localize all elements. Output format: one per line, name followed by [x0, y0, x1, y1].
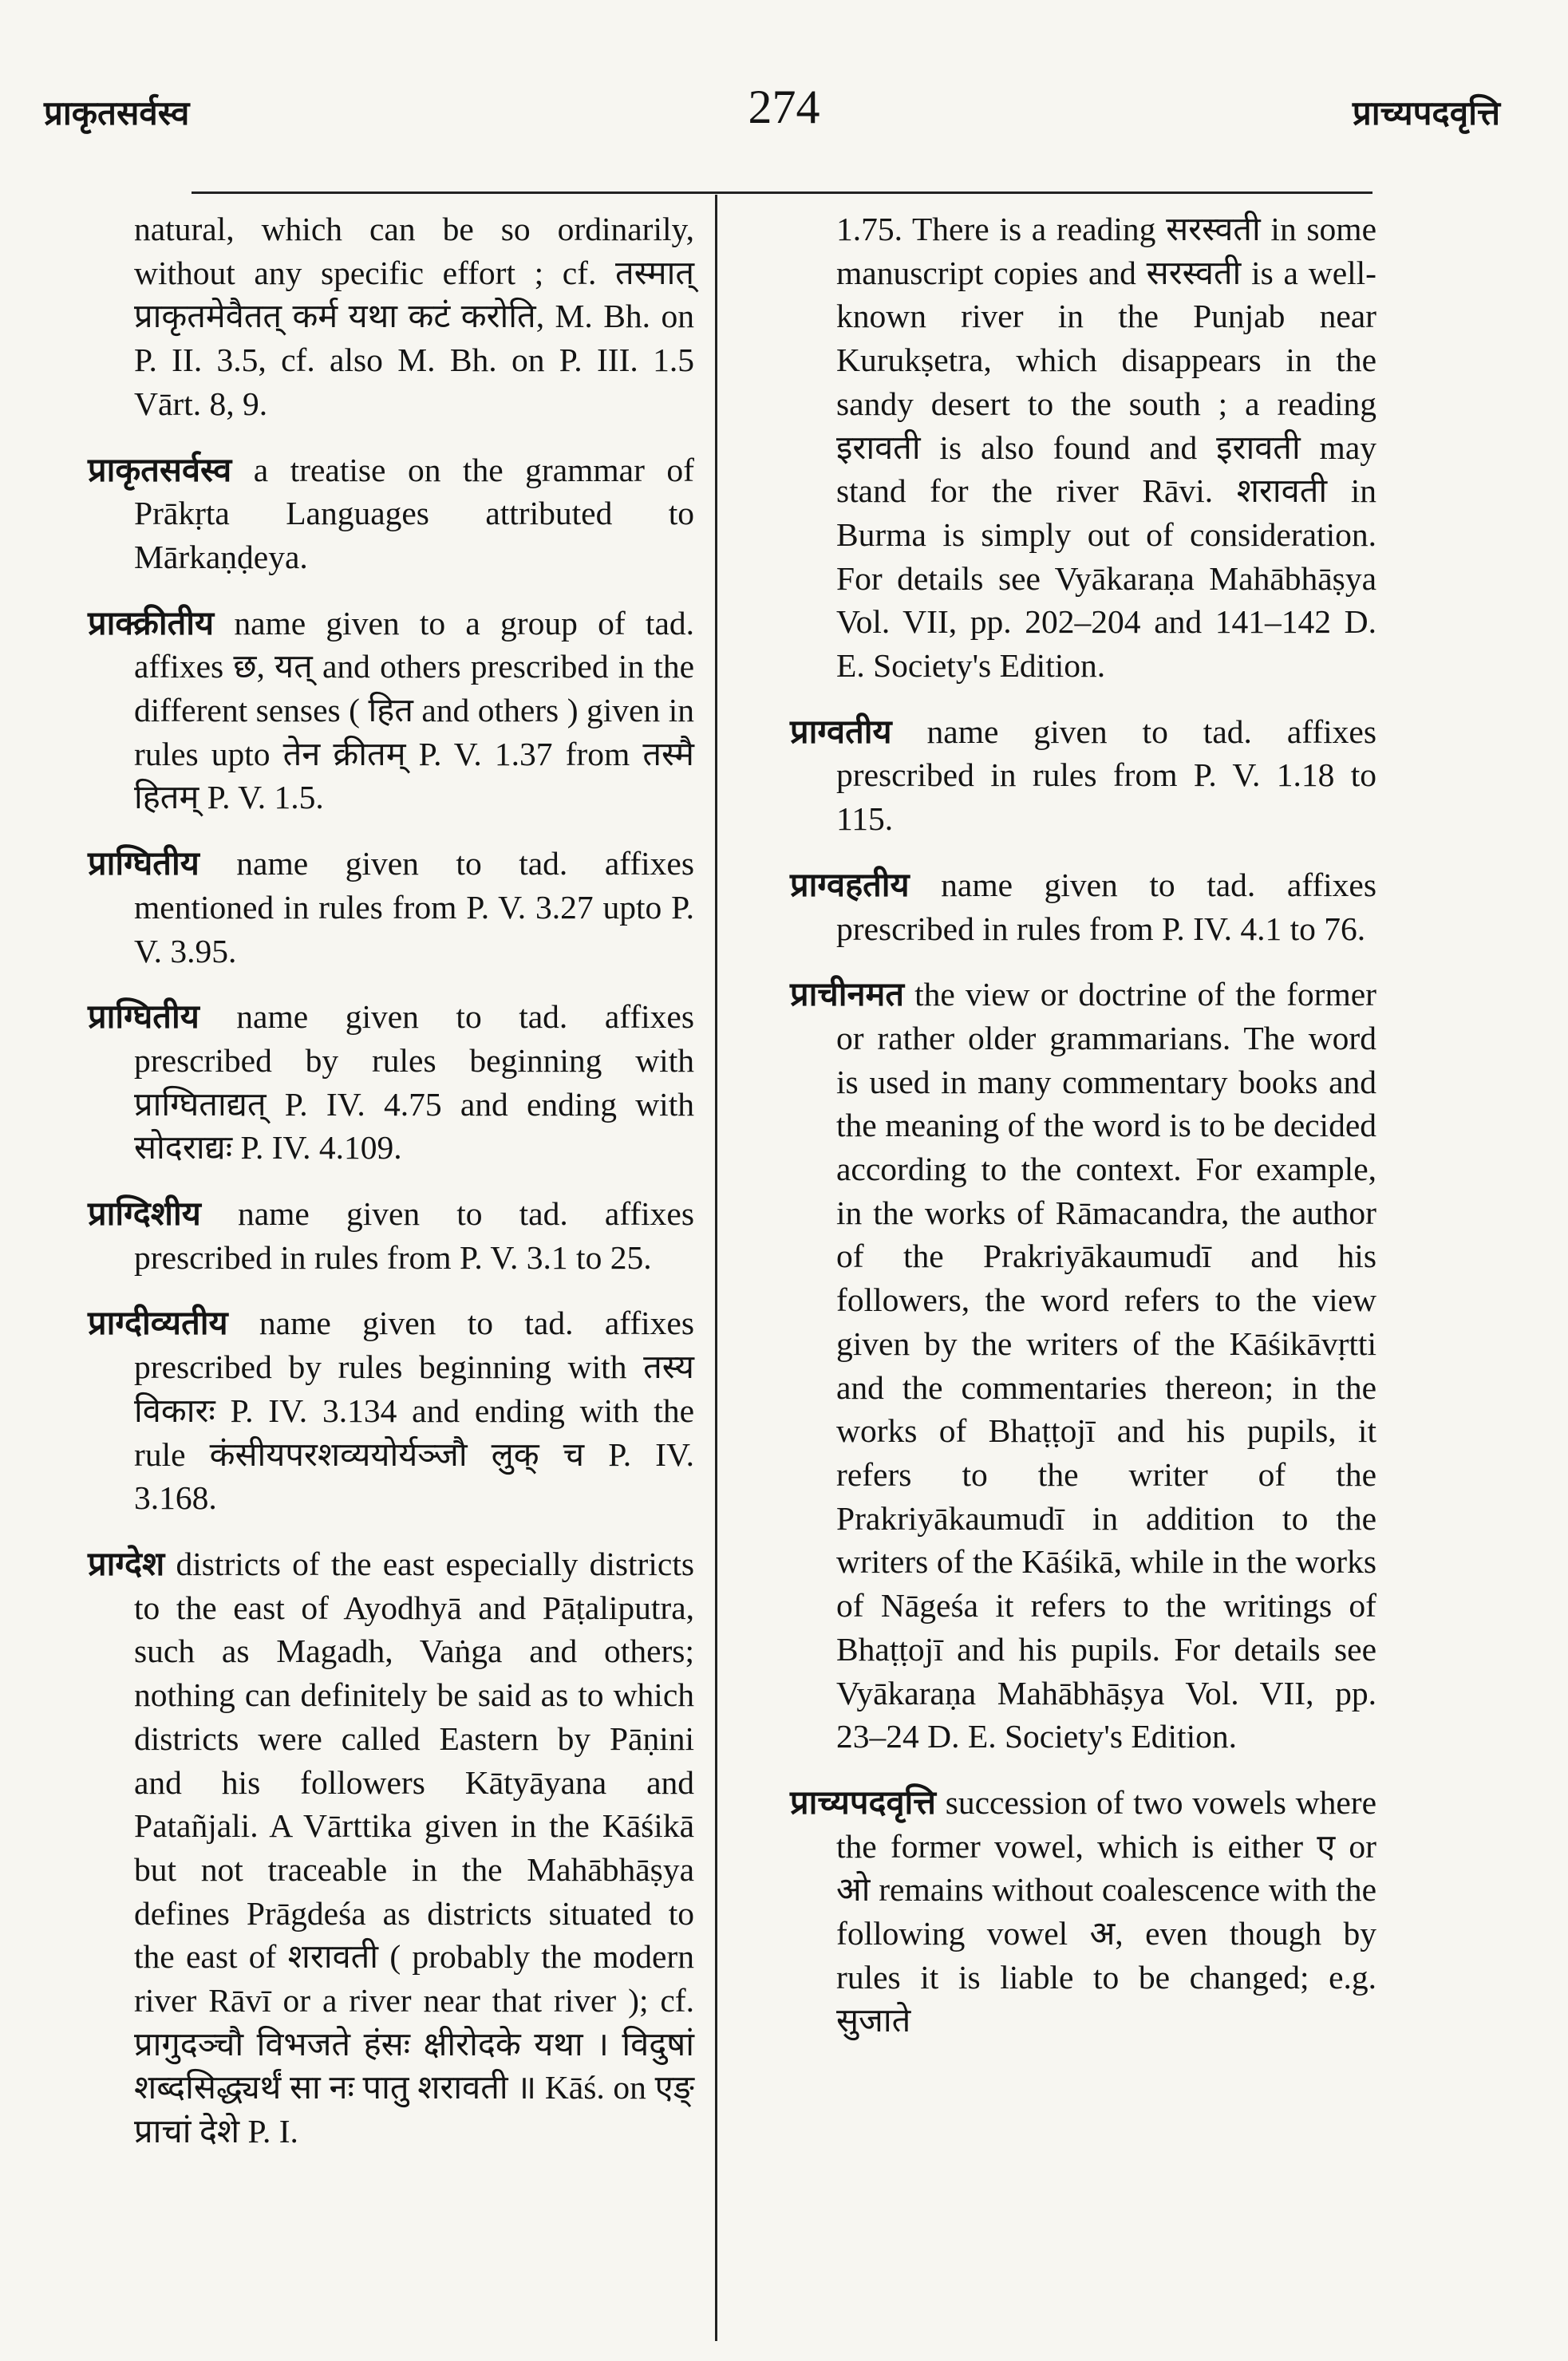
dictionary-entry: [790, 973, 1376, 1759]
entry-definition: name given to tad. affixes prescribed in rules from P. V. 3.1 to 25.: [134, 1195, 694, 1276]
entry-headword: प्राग्वतीय: [790, 711, 892, 751]
running-head-left: प्राकृतसर्वस्व: [44, 93, 190, 132]
entry-headword: प्राग्घितीय: [88, 997, 199, 1036]
entry-headword: प्राग्वहतीय: [790, 864, 910, 904]
entry-definition: name given to a group of tad. affixes छ, यत् and others prescribed in the different senses ( हित and others ) given in rules upto तेन क्रीतम् P. V. 1.37 from तस्मै हितम् P. V. 1.5.: [134, 604, 694, 816]
right-column: [790, 207, 1376, 2065]
entry-headword: प्राकृतसर्वस्व: [88, 449, 232, 489]
entry-headword: प्राक्क्रीतीय: [88, 602, 215, 642]
left-continuation: natural, which can be so ordinarily, without any specific effort ; cf. तस्मात् प्राकृतमेवैतत् कर्म यथा कटं करोति, M. Bh. on P. II. 3.5, cf. also M. Bh. on P. III. 1.5 Vārt. 8, 9.: [134, 211, 694, 422]
dictionary-entry: [790, 1781, 1376, 2043]
entry-headword: प्राग्देश: [88, 1543, 165, 1583]
dictionary-entry: [88, 995, 694, 1170]
dictionary-entry: [88, 842, 694, 973]
entry-definition: name given to tad. affixes prescribed in rules from P. IV. 4.1 to 76.: [836, 866, 1376, 947]
dictionary-entry: [88, 448, 694, 579]
entry-headword: प्राग्दिशीय: [88, 1194, 201, 1234]
entry-definition: name given to tad. affixes prescribed by rules beginning with प्राग्घिताद्यत् P. IV. 4.75 and ending with सोदराद्यः P. IV. 4.109.: [134, 998, 694, 1167]
entry-headword: प्राग्दीव्यतीय: [88, 1303, 228, 1343]
entry-definition: districts of the east especially districts to the east of Ayodhyā and Pāṭaliputra, such as Magadh, Vaṅga and others; nothing can definitely be said as to which districts were called Eastern by Pāṇini and his followers Kātyāyana and Patañjali. A Vārttika given in the Kāśikā but not traceable in the Mahābhāṣya defines Prāgdeśa as districts situated to the east of शरावती ( probably the modern river Rāvī or a river near that river ); cf. प्रागुदञ्चौ विभजते हंसः क्षीरोदके यथा । विदुषां शब्दसिद्ध्यर्थं सा नः पातु शरावती ॥ Kāś. on एङ् प्राचां देशे P. I.: [134, 1545, 694, 2150]
running-head-right: प्राच्यपदवृत्ति: [1352, 93, 1500, 132]
page-number: 274: [748, 81, 820, 133]
dictionary-entry: [88, 1192, 694, 1279]
dictionary-entry: [88, 1542, 694, 2154]
entry-headword: प्राच्यपदवृत्ति: [790, 1782, 936, 1822]
dictionary-entry: [88, 1301, 694, 1520]
right-continuation: 1.75. There is a reading सरस्वती in some manuscript copies and सरस्वती is a well-known river in the Punjab near Kurukṣetra, which disappears in the sandy desert to the south ; a reading इरावती is also found and इरावती may stand for the river Rāvi. शरावती in Burma is simply out of consideration. For details see Vyākaraṇa Mahābhāṣya Vol. VII, pp. 202–204 and 141–142 D. E. Society's Edition.: [836, 211, 1376, 685]
entry-definition: a treatise on the grammar of Prākṛta Languages attributed to Mārkaṇḍeya.: [134, 451, 694, 575]
entry-definition: name given to tad. affixes mentioned in rules from P. V. 3.27 upto P. V. 3.95.: [134, 845, 694, 969]
entry-headword: प्राग्घितीय: [88, 843, 199, 883]
entry-definition: name given to tad. affixes prescribed by rules beginning with तस्य विकारः P. IV. 3.134 and ending with the rule कंसीयपरशव्ययोर्यञ्जौ लुक् च P. IV. 3.168.: [134, 1305, 694, 1517]
dictionary-entry: [790, 710, 1376, 841]
dictionary-entry: [88, 602, 694, 820]
entry-definition: the view or doctrine of the former or rather older grammarians. The word is used in many commentary books and the meaning of the word is to be decided according to the context. For example, in the works of Rāmacandra, the author of the Prakriyākaumudī and his followers, the word refers to the view given by the writers of the Kāśikāvṛtti and the commentaries thereon; in the works of Bhaṭṭojī and his pupils, it refers to the writer of the Prakriyākaumudī in addition to the writers of the Kāśikā, while in the works of Nāgeśa it refers to the writings of Bhaṭṭojī and his pupils. For details see Vyākaraṇa Mahābhāṣya Vol. VII, pp. 23–24 D. E. Society's Edition.: [836, 976, 1376, 1755]
header-rule: [192, 191, 1372, 194]
entry-definition: succession of two vowels where the former vowel, which is either ए or ओ remains without coalescence with the following vowel अ, even though by rules it is liable to be changed; e.g. सुजाते: [836, 1783, 1376, 2039]
column-divider: [715, 195, 717, 2341]
dictionary-entry: [790, 863, 1376, 950]
left-column: [88, 207, 694, 2176]
entry-definition: name given to tad. affixes prescribed in rules from P. V. 1.18 to 115.: [836, 713, 1376, 838]
entry-headword: प्राचीनमत: [790, 974, 904, 1014]
